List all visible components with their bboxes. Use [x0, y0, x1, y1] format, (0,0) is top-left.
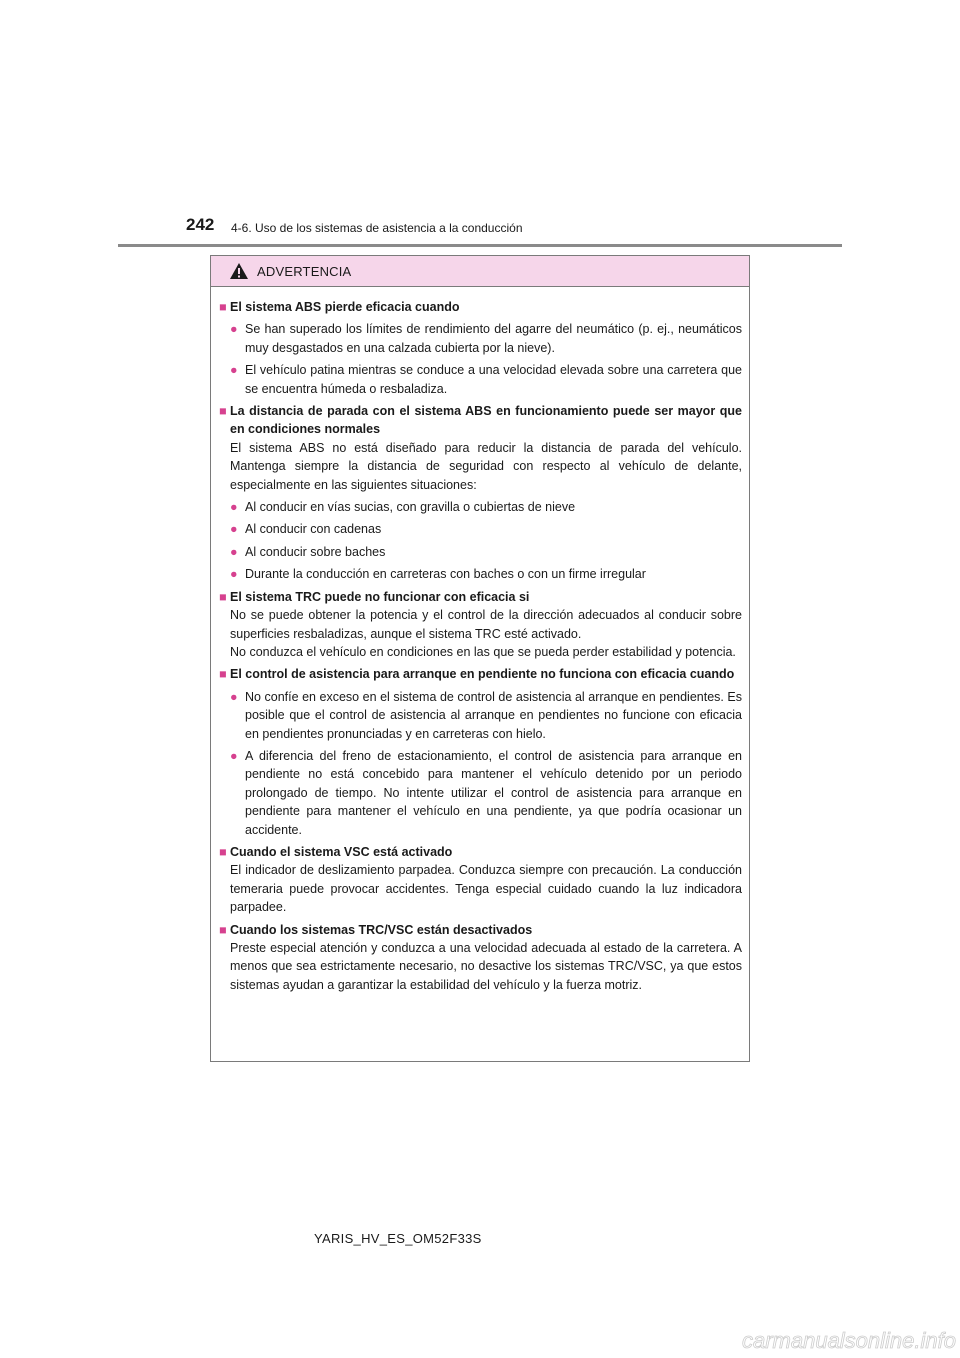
square-bullet-icon: ■: [219, 667, 227, 682]
circle-bullet-icon: ●: [230, 748, 238, 763]
list-item-text: No confíe en exceso en el sistema de control de asistencia al arranque en pendientes. Es posible que el control de asistencia al arranque en pendientes no funcione con eficacia en pendientes pronunciadas y en carreteras con hielo.: [245, 689, 742, 741]
list-item: [219, 498, 742, 516]
list-item-text: Se han superado los límites de rendimiento del agarre del neumático (p. ej., neumáticos muy desgastados en una calzada cubierta por la nieve).: [245, 322, 742, 355]
warning-triangle-icon: [229, 262, 249, 280]
list-item: [219, 543, 742, 561]
section-title-text: El sistema ABS pierde eficacia cuando: [230, 300, 460, 314]
circle-bullet-icon: ●: [230, 322, 238, 337]
warning-header: [211, 256, 749, 287]
circle-bullet-icon: ●: [230, 544, 238, 559]
section-abs-stopping-distance: [219, 402, 742, 584]
list-item: [219, 747, 742, 839]
section-paragraph: El sistema ABS no está diseñado para reducir la distancia de parada del vehículo. Mantenga siempre la distancia de seguridad con respecto al vehículo de delante, especialmente en las siguientes situaciones:: [230, 440, 742, 492]
section-title-text: Cuando los sistemas TRC/VSC están desactivados: [230, 922, 533, 937]
list-item-text: Al conducir sobre baches: [245, 544, 386, 559]
section-abs-efficacy: [219, 298, 742, 398]
section-vsc-active: [219, 843, 742, 917]
section-title: [219, 402, 742, 439]
circle-bullet-icon: ●: [230, 567, 238, 582]
list-item-text: Durante la conducción en carreteras con baches o con un firme irregular: [245, 567, 646, 582]
section-trc-vsc-off: [219, 921, 742, 995]
list-item: [219, 688, 742, 743]
circle-bullet-icon: ●: [230, 522, 238, 537]
square-bullet-icon: ■: [219, 844, 227, 859]
section-title-text: La distancia de parada con el sistema ABS en funcionamiento puede ser mayor que en condiciones normales: [230, 404, 742, 437]
watermark-logo: [740, 1324, 960, 1358]
section-header: 4-6. Uso de los sistemas de asistencia a la conducción: [231, 221, 523, 235]
list-item-text: A diferencia del freno de estacionamiento, el control de asistencia para arranque en pendiente no está concebido para mantener el vehículo detenido por un periodo prolongado de tiempo. No intente utilizar el control de asistencia para arranque en pendiente para mantener el vehículo en una pendiente, ya que podría ocasionar un accidente.: [245, 748, 742, 837]
document-code: YARIS_HV_ES_OM52F33S: [314, 1231, 482, 1246]
circle-bullet-icon: ●: [230, 363, 238, 378]
list-item-text: El vehículo patina mientras se conduce a una velocidad elevada sobre una carretera que se encuentra húmeda o resbaladiza.: [245, 363, 742, 396]
circle-bullet-icon: ●: [230, 500, 238, 515]
section-trc: [219, 588, 742, 662]
section-title: [219, 665, 742, 683]
warning-title: ADVERTENCIA: [257, 263, 352, 279]
list-item-text: Al conducir con cadenas: [245, 522, 382, 537]
list-item: [219, 320, 742, 357]
section-title: [219, 588, 742, 606]
warning-box: [210, 255, 750, 1062]
circle-bullet-icon: ●: [230, 689, 238, 704]
page-number: 242: [186, 215, 215, 234]
list-item-text: Al conducir en vías sucias, con gravilla o cubiertas de nieve: [245, 500, 576, 515]
section-title-text: Cuando el sistema VSC está activado: [230, 844, 453, 859]
square-bullet-icon: ■: [219, 404, 227, 419]
warning-body: [211, 287, 749, 994]
section-paragraph: No conduzca el vehículo en condiciones en las que se pueda perder estabilidad y potencia.: [230, 644, 736, 659]
section-paragraph: No se puede obtener la potencia y el control de la dirección adecuados al conducir sobre superficies resbaladizas, aunque el sistema TRC esté activado.: [230, 608, 742, 641]
section-paragraph: El indicador de deslizamiento parpadea. Conduzca siempre con precaución. La conducción temeraria puede provocar accidentes. Tenga especial cuidado cuando la luz indicadora parpadee.: [230, 863, 742, 915]
section-title-text: El control de asistencia para arranque en pendiente no funciona con eficacia cuando: [230, 667, 735, 682]
section-title: [219, 921, 742, 939]
section-title-text: El sistema TRC puede no funcionar con eficacia si: [230, 589, 530, 604]
section-paragraph: Preste especial atención y conduzca a una velocidad adecuada al estado de la carretera. A menos que sea estrictamente necesario, no desactive los sistemas TRC/VSC, ya que estos sistemas ayudan a garantizar la estabilidad del vehículo y la fuerza motriz.: [230, 941, 742, 992]
section-title: [219, 843, 742, 861]
list-item: [219, 565, 742, 583]
watermark-text: carmanualsonline.info: [741, 1328, 956, 1353]
square-bullet-icon: ■: [219, 589, 227, 604]
header-divider: [118, 244, 842, 247]
square-bullet-icon: ■: [219, 300, 227, 314]
section-hill-start-assist: [219, 665, 742, 839]
list-item: [219, 520, 742, 538]
section-title: [219, 298, 742, 316]
square-bullet-icon: ■: [219, 922, 227, 937]
list-item: [219, 361, 742, 398]
